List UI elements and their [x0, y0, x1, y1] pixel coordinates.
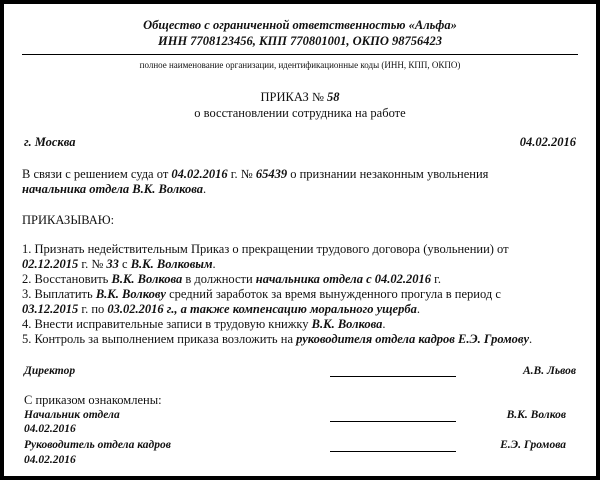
item-2-position: начальника отдела с 04.02.2016 — [255, 272, 432, 286]
org-name: Общество с ограниченной ответственностью «Альфа» — [143, 18, 457, 32]
court-date: 04.02.2016 — [171, 167, 228, 181]
item-3-end: . — [416, 302, 420, 316]
item-1-text-b: г. № — [78, 257, 107, 271]
acquainted-heading: С приказом ознакомлены: — [24, 393, 162, 407]
signer-1-date: 04.02.2016 — [24, 423, 76, 435]
item-1-line-1: 1. Признать недействительным Приказ о прекращении трудового договора (увольнении) от — [22, 242, 509, 256]
signer-2-name: Е.Э. Громова — [500, 439, 566, 451]
item-3-text-b: средний заработок за время вынужденного прогула в период с — [165, 287, 501, 301]
item-4-text-a: 4. Внести исправительные записи в трудовую книжку — [22, 317, 312, 331]
intro-end: . — [203, 182, 207, 196]
signer-2-signature-line — [330, 451, 456, 452]
item-3-line-2 — [22, 302, 578, 316]
item-2 — [22, 272, 578, 286]
item-1-date: 02.12.2015 — [22, 257, 79, 271]
director-title: Директор — [24, 365, 76, 377]
order-word: ПРИКАЗ № — [260, 90, 324, 104]
intro-text-2: г. № — [227, 167, 256, 181]
order-title — [22, 90, 578, 104]
item-3-line-1 — [22, 287, 578, 301]
intro-text-1: В связи с решением суда от — [22, 167, 172, 181]
item-2-text-a: 2. Восстановить — [22, 272, 112, 286]
item-5-responsible: руководителя отдела кадров Е.Э. Громову — [296, 332, 530, 346]
order-date: 04.02.2016 — [519, 135, 576, 149]
item-1-line-2 — [22, 257, 578, 271]
intro-line-2 — [22, 182, 578, 196]
document-body — [22, 4, 578, 476]
item-2-end: г. — [431, 272, 441, 286]
item-4-end: . — [382, 317, 386, 331]
signer-1-title: Начальник отдела — [24, 409, 120, 421]
signer-2-title: Руководитель отдела кадров — [24, 439, 171, 451]
org-codes: ИНН 7708123456, КПП 770801001, ОКПО 98756423 — [158, 34, 442, 48]
item-2-text-b: в должности — [182, 272, 256, 286]
director-signature-line — [330, 376, 456, 377]
order-number: 58 — [327, 90, 340, 104]
item-3-text-a: 3. Выплатить — [22, 287, 96, 301]
intro-line-1 — [22, 167, 578, 181]
header-divider — [22, 54, 578, 55]
item-2-name: В.К. Волкова — [111, 272, 183, 286]
item-1-name: В.К. Волковым — [130, 257, 213, 271]
order-word-prikazyvayu: ПРИКАЗЫВАЮ: — [22, 213, 115, 227]
item-1-number: 33 — [106, 257, 119, 271]
intro-employee: начальника отдела В.К. Волкова — [22, 182, 204, 196]
item-1-end: . — [212, 257, 216, 271]
item-4-name: В.К. Волкова — [311, 317, 383, 331]
intro-text-3: о признании незаконным увольнения — [287, 167, 489, 181]
item-3-text-c: г. по — [78, 302, 108, 316]
signer-2-date: 04.02.2016 — [24, 454, 76, 466]
signer-1-signature-line — [330, 421, 456, 422]
director-name: А.В. Львов — [523, 365, 576, 377]
signer-1-name: В.К. Волков — [506, 409, 566, 421]
item-5-text-a: 5. Контроль за выполнением приказа возложить на — [22, 332, 297, 346]
item-1-text-c: с — [118, 257, 131, 271]
item-5 — [22, 332, 578, 346]
item-3-to-date: 03.02.2016 г., а также компенсацию морального ущерба — [107, 302, 417, 316]
order-subject: о восстановлении сотрудника на работе — [194, 106, 406, 120]
header-caption: полное наименование организации, идентификационные коды (ИНН, КПП, ОКПО) — [139, 60, 461, 70]
court-number: 65439 — [255, 167, 288, 181]
city: г. Москва — [24, 135, 76, 149]
item-4 — [22, 317, 578, 331]
item-5-end: . — [529, 332, 533, 346]
item-3-name: В.К. Волкову — [95, 287, 166, 301]
item-3-from-date: 03.12.2015 — [22, 302, 79, 316]
